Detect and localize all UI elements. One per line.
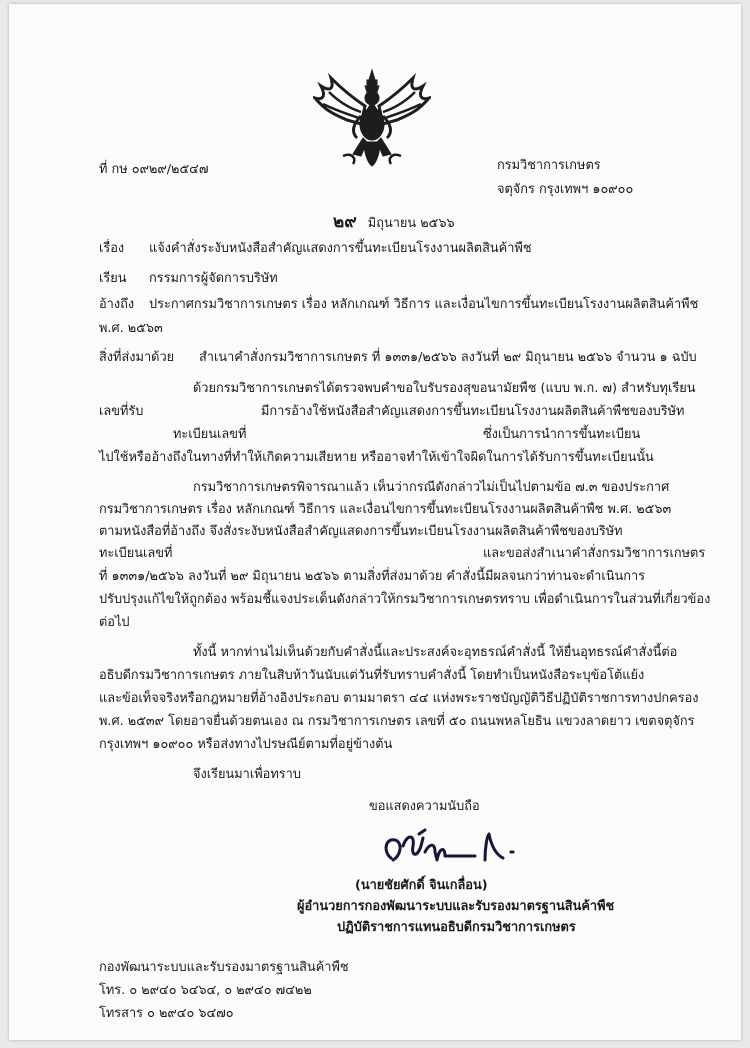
para2-line-3: ตามหนังสือที่อ้างถึง จึงสั่งระงับหนังสือสำคัญแสดงการขึ้นทะเบียนโรงงานผลิตสินค้าพืชของบริษัท [99,524,623,539]
letter-date [333,208,455,235]
para3-line-1: ทั้งนี้ หากท่านไม่เห็นด้วยกับคำสั่งนี้และประสงค์จะอุทธรณ์คำสั่งนี้ ให้ยื่นอุทธรณ์คำสั่งนี้ต่อ [193,645,678,660]
reference-number: ที่ กษ ๐๙๒๙/๒๕๔๗ [99,162,209,177]
para3-line-5: กรุงเทพฯ ๑๐๙๐๐ หรือส่งทางไปรษณีย์ตามที่อยู่ข้างต้น [99,737,393,752]
enclosure-label: สิ่งที่ส่งมาด้วย [99,350,175,365]
signature-mark [379,822,529,872]
footer-division: กองพัฒนาระบบและรับรองมาตรฐานสินค้าพืช [99,960,349,975]
para1-line-3: ซึ่งเป็นการนำการขึ้นทะเบียน [483,427,641,442]
signer-position-2: ปฏิบัติราชการแทนอธิบดีกรมวิชาการเกษตร [337,920,576,935]
signer-position-1: ผู้อำนวยการกองพัฒนาระบบและรับรองมาตรฐานสินค้าพืช [297,899,615,914]
para2-line-1: กรมวิชาการเกษตรพิจารณาแล้ว เห็นว่ากรณีดังกล่าวไม่เป็นไปตามข้อ ๗.๓ ของประกาศ [193,480,670,495]
para1-registration-label: ทะเบียนเลขที่ [173,427,247,442]
para1-line-2: มีการอ้างใช้หนังสือสำคัญแสดงการขึ้นทะเบียนโรงงานผลิตสินค้าพืชของบริษัท [261,404,685,419]
para2-registration-label: ทะเบียนเลขที่ [99,546,173,561]
letter-page [9,4,741,1040]
para3-line-2: อธิบดีกรมวิชาการเกษตร ภายในสิบห้าวันนับแต่วันที่รับทราบคำสั่งนี้ โดยทำเป็นหนังสือระบุข้อโต้แย้ง [99,668,645,683]
subject-text: แจ้งคำสั่งระงับหนังสือสำคัญแสดงการขึ้นทะเบียนโรงงานผลิตสินค้าพืช [149,241,532,256]
para2-line-4: และขอส่งสำเนาคำสั่งกรมวิชาการเกษตร [483,546,706,561]
date-day: ๒๙ [333,212,357,232]
garuda-emblem-icon [313,68,431,168]
to-label: เรียน [99,271,127,286]
salutation: ขอแสดงความนับถือ [369,799,480,814]
reference-line-2: พ.ศ. ๒๕๖๓ [99,321,163,336]
para1-line-4: ไปใช้หรืออ้างถึงในทางที่ทำให้เกิดความเสียหาย หรืออาจทำให้เข้าใจผิดในการได้รับการขึ้นทะเบียนนั้น [99,450,654,465]
enclosure-text: สำเนาคำสั่งกรมวิชาการเกษตร ที่ ๑๓๓๑/๒๕๖๖ ลงวันที่ ๒๙ มิถุนายน ๒๕๖๖ จำนวน ๑ ฉบับ [199,350,697,365]
para1-line-1: ด้วยกรมวิชาการเกษตรได้ตรวจพบคำขอใบรับรองสุขอนามัยพืช (แบบ พ.ก. ๗) สำหรับทุเรียน [193,381,696,396]
para2-line-2: กรมวิชาการเกษตร เรื่อง หลักเกณฑ์ วิธีการ และเงื่อนไขการขึ้นทะเบียนโรงงานผลิตสินค้าพืช พ.ศ. ๒๕๖๓ [99,502,672,517]
date-month-year: มิถุนายน ๒๕๖๖ [367,216,455,231]
para3-line-4: พ.ศ. ๒๕๓๙ โดยอาจยื่นด้วยตนเอง ณ กรมวิชาการเกษตร เลขที่ ๕๐ ถนนพหลโยธิน แขวงลาดยาว เขตจตุจักร [99,714,695,729]
para3-line-3: และข้อเท็จจริงหรือกฎหมายที่อ้างอิงประกอบ ตามมาตรา ๔๔ แห่งพระราชบัญญัติวิธีปฏิบัติราชการทางปกครอง [99,691,699,706]
para2-line-5: ที่ ๑๓๓๑/๒๕๖๖ ลงวันที่ ๒๙ มิถุนายน ๒๕๖๖ ตามสิ่งที่ส่งมาด้วย คำสั่งนี้มีผลจนกว่าท่านจะดำเนินการ [99,569,646,584]
issuer-address: จตุจักร กรุงเทพฯ ๑๐๙๐๐ [497,182,634,197]
para1-receipt-label: เลขที่รับ [99,404,144,419]
footer-phone: โทร. ๐ ๒๙๔๐ ๖๔๖๔, ๐ ๒๙๔๐ ๗๔๒๒ [99,983,312,998]
para2-line-7: ต่อไป [99,615,130,630]
footer-fax: โทรสาร ๐ ๒๙๔๐ ๖๔๗๐ [99,1006,234,1021]
issuer-name: กรมวิชาการเกษตร [497,158,601,173]
para2-line-6: ปรับปรุงแก้ไขให้ถูกต้อง พร้อมชี้แจงประเด็นดังกล่าวให้กรมวิชาการเกษตรทราบ เพื่อดำเนินการในส่วนที่เกี่ยวข้อง [99,592,711,607]
signer-name: (นายชัยศักดิ์ จินเกลื่อน) [355,878,488,893]
reference-line-1: ประกาศกรมวิชาการเกษตร เรื่อง หลักเกณฑ์ วิธีการ และเงื่อนไขการขึ้นทะเบียนโรงงานผลิตสินค้าพืช [149,297,699,312]
subject-label: เรื่อง [99,241,125,256]
reference-label: อ้างถึง [99,297,135,312]
to-text: กรรมการผู้จัดการบริษัท [149,271,278,286]
closing-line: จึงเรียนมาเพื่อทราบ [193,767,301,782]
